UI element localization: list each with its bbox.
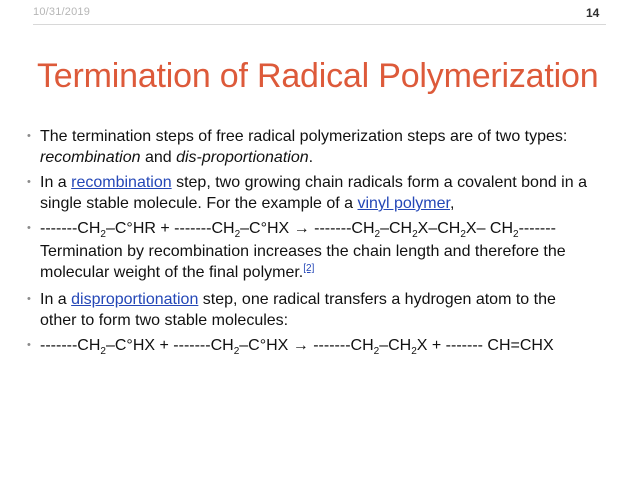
bullet-text: and xyxy=(140,149,177,166)
subscript: 2 xyxy=(513,229,519,240)
slide-header xyxy=(0,0,638,23)
subscript: 2 xyxy=(412,229,418,240)
bullet-marker: • xyxy=(27,293,31,305)
subscript: 2 xyxy=(373,346,380,357)
italic-disproportionation: dis-proportionation xyxy=(176,149,309,166)
subscript: 2 xyxy=(100,346,106,357)
reference-link[interactable]: [2] xyxy=(303,263,315,274)
subscript: 2 xyxy=(233,346,240,357)
equation-text: –C°HR + -------CH xyxy=(105,220,235,237)
slide-number: 14 xyxy=(586,6,600,20)
subscript: 2 xyxy=(374,229,381,240)
bullet-recombination xyxy=(22,172,592,214)
subscript: 2 xyxy=(460,229,466,240)
slide-date: 10/31/2019 xyxy=(33,6,91,18)
bullet-disproportionation xyxy=(22,289,592,331)
slide-content xyxy=(22,126,592,362)
bullet-text: The termination steps of free radical polymerization steps are of two types: xyxy=(40,128,568,145)
subscript: 2 xyxy=(234,229,241,240)
bullet-text: step, one radical transfers a hydrogen atom to the other to form two stable molecules: xyxy=(40,291,556,329)
bullet-marker: • xyxy=(27,339,31,351)
bullet-text: In a xyxy=(40,291,72,308)
recombination-link[interactable]: recombination xyxy=(71,174,172,191)
equation-text: –CH xyxy=(380,220,413,237)
subscript: 2 xyxy=(100,229,106,240)
bullet-marker: • xyxy=(27,176,31,188)
equation-text: –CH xyxy=(379,337,412,354)
italic-recombination: recombination xyxy=(40,149,141,166)
equation-text: -------CH xyxy=(40,220,101,237)
equation-text: X + ------- CH=CHX xyxy=(416,337,554,354)
subscript: 2 xyxy=(411,346,417,357)
equation-text: X– CH xyxy=(465,220,514,237)
bullet-termination-types xyxy=(22,126,592,168)
bullet-text: step, two growing chain radicals form a covalent bond in a single stable molecule. For the example of a xyxy=(40,174,587,212)
bullet-marker: • xyxy=(27,130,31,142)
equation-text: –C°HX + -------CH xyxy=(105,337,234,354)
bullet-recombination-equation xyxy=(22,218,592,285)
slide-title: Termination of Radical Polymerization xyxy=(37,57,599,95)
equation-text: –C°HX → -------CH xyxy=(240,220,375,237)
header-separator xyxy=(33,24,606,25)
vinyl-polymer-link[interactable]: vinyl polymer xyxy=(357,195,450,212)
bullet-text: , xyxy=(449,195,455,212)
equation-text: -------CH xyxy=(40,337,101,354)
bullet-text: . xyxy=(308,149,314,166)
bullet-marker: • xyxy=(27,222,31,234)
equation-text: –C°HX → -------CH xyxy=(239,337,374,354)
disproportionation-link[interactable]: disproportionation xyxy=(71,291,199,308)
equation-text: ------- Termination by recombination increases the chain length and therefore the molecular weight of the final polymer. xyxy=(40,220,566,281)
bullet-disproportionation-equation xyxy=(22,335,592,358)
equation-text: X–CH xyxy=(417,220,461,237)
bullet-text: In a xyxy=(40,174,72,191)
